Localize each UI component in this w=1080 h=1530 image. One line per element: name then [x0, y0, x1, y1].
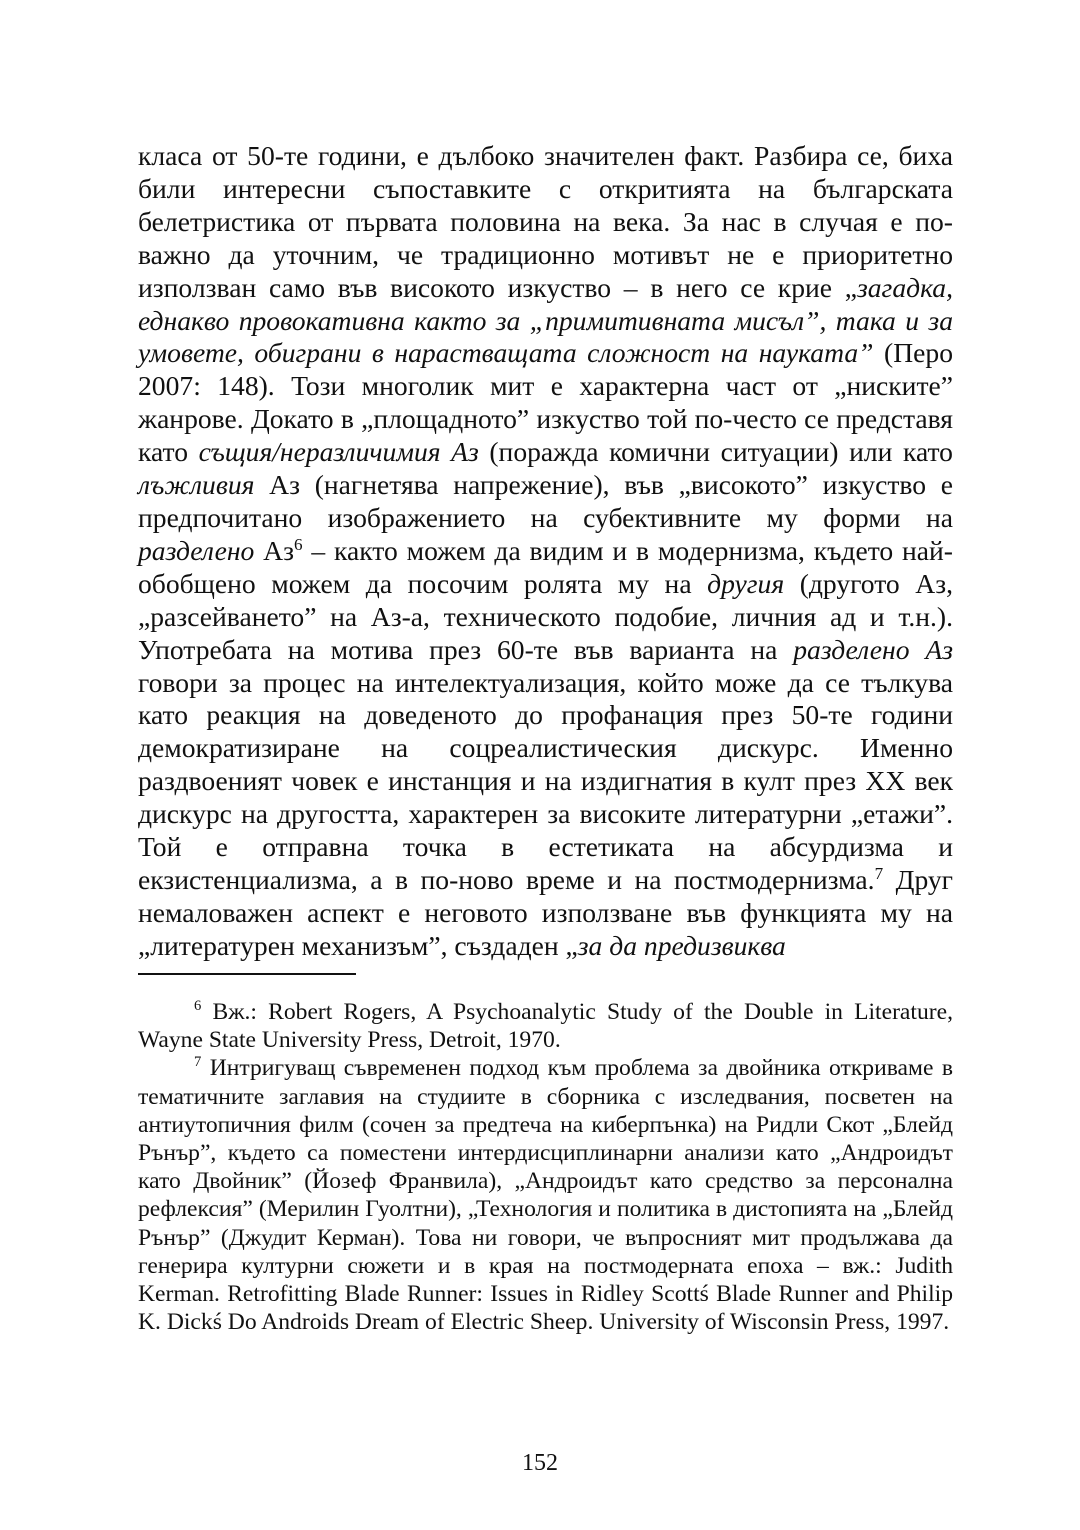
main-body-text	[138, 140, 953, 963]
footnote-number: 6	[194, 998, 202, 1015]
footnotes	[138, 998, 953, 1336]
quote-italic: за да предизвиква	[577, 929, 786, 961]
body-text-segment: (Перо 2007: 148). Този многолик мит е характерна част от „ниските” жанрове. Докато в „площадното” изкуство той по-често се представя като	[138, 337, 953, 468]
body-text-segment: (другото Аз, „разсейването” на Аз-а, техническото подобие, личния ад и т.н.). Употребата на мотива през 60-те във варианта на	[138, 567, 953, 665]
body-text-segment: (поражда комични ситуации) или като	[478, 436, 953, 468]
term-italic: същия/неразличимия Аз	[198, 436, 479, 468]
body-text-segment: класа от 50-те години, е дълбоко значителен факт. Разбира се, биха били интересни съпоставките с откритията на българската белетристика от първата половина на века. За нас в случая е по-важно да уточним, че традиционно мотивът не е приоритетно използван само във високото изкуство – в него се крие „	[138, 140, 953, 303]
footnote-text: Вж.: Robert Rogers, A Psychoanalytic Study of the Double in Literature, Wayne State University Press, Detroit, 1970.	[138, 999, 953, 1054]
body-text-segment: говори за процес на интелектуализация, който може да се тълкува като реакция на доведеното до профанация през 50-те години демократизиране на соцреалистическия дискурс. Именно раздвоеният човек е инстанция и на издигнатия в култ през XX век дискурс на другостта, характерен за високите литературни „етажи”. Той е отправна точка в естетиката на абсурдизма и екзистенциализма, а в по-ново време и на постмодернизма.	[138, 666, 953, 895]
body-text-segment: Друг немаловажен аспект е неговото използване във функцията му на „литературен механизъм”, създаден „	[138, 863, 953, 961]
term-italic: другия	[707, 567, 785, 599]
body-paragraph	[138, 140, 953, 963]
footnote-text: Интригуващ съвременен подход към проблема за двойника откриваме в тематичните заглавия на студиите в сборника с изследвания, посветен на антиутопичния филм (сочен за предтеча на киберпънка) на Ридли Скот „Блейд Рънър”, където са поместени интердисциплинарни анализи като „Андроидът като Двойник” (Йозеф Франвила), „Андроидът като средство за персонална рефлексия” (Мерилин Гуолтни), „Технология и политика в дистопията на „Блейд Рънър” (Джудит Керман). Това ни говори, че въпросният мит продължава да генерира културни сюжети и в края на постмодерната епоха – вж.: Judith Kerman. Retrofitting Blade Runner: Issues in Ridley Scottś Blade Runner and Philip K. Dickś Do Androids Dream of Electric Sheep. University of Wisconsin Press, 1997.	[138, 1055, 953, 1336]
term-italic: разделено	[138, 534, 255, 566]
footnote-number: 7	[194, 1054, 202, 1071]
quote-italic: загадка, еднакво провокативна както за „примитивната мисъл”, така и за умовете, обиграни в нарастващата сложност на науката”	[138, 271, 953, 369]
footnote-ref-6[interactable]: 6	[293, 534, 303, 554]
term-italic: разделено Аз	[793, 633, 953, 665]
body-text-segment: – както можем да видим и в модернизма, където най-обобщено можем да посочим ролята му на	[138, 534, 953, 599]
footnote-6	[138, 998, 953, 1054]
term-italic: лъжливия	[138, 469, 255, 501]
footnote-ref-7[interactable]: 7	[874, 863, 884, 883]
footnote-7	[138, 1054, 953, 1336]
footnote-separator	[138, 973, 356, 975]
body-text-segment: Аз	[254, 534, 294, 566]
page-number: 152	[522, 1450, 558, 1476]
body-text-segment: Аз (нагнетява напрежение), във „високото” изкуство е предпочитано изображението на субективните му форми на	[138, 469, 953, 533]
